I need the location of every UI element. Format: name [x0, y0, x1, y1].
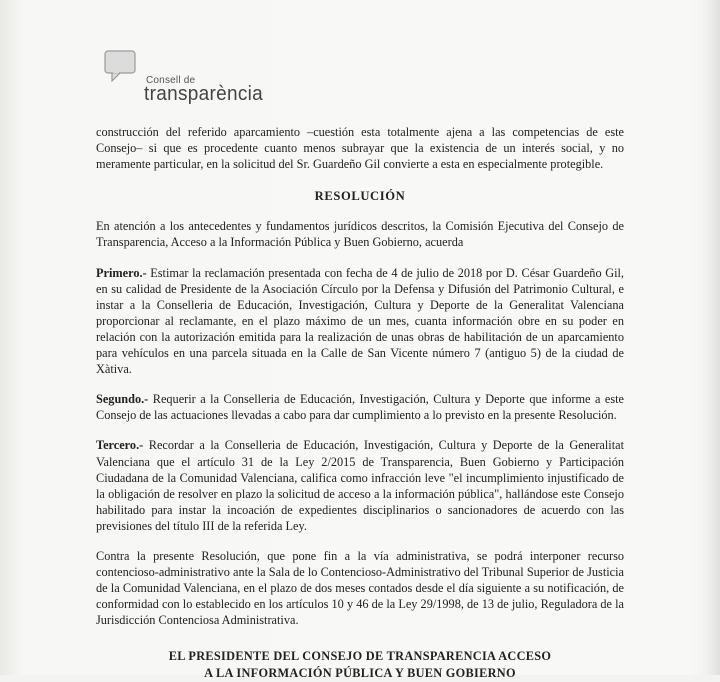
- paragraph-tercero: [96, 437, 624, 534]
- page-edge-shadow: [706, 0, 720, 675]
- paragraph-recurso: Contra la presente Resolución, que pone fin a la vía administrativa, se podrá interponer recurso contencioso-administrativo ante la Sala de lo Contencioso-Administrativo del Tribunal Superior de Justicia de la Comunidad Valenciana, en el plazo de dos meses contados desde el día siguiente a su notificación, de conformidad con lo establecido en los artículos 10 y 46 de la Ley 29/1998, de 13 de julio, Reguladora de la Jurisdicción Contenciosa Administrativa.: [96, 548, 624, 628]
- speech-bubble-icon: [104, 50, 140, 82]
- signature-line-2: A LA INFORMACIÓN PÚBLICA Y BUEN GOBIERNO: [204, 666, 516, 681]
- logo-text-big: transparència: [144, 83, 264, 106]
- tercero-text: Recordar a la Conselleria de Educación, Investigación, Cultura y Deporte de la Generalitat Valenciana que el artículo 31 de la Ley 2/2015 de Transparencia, Buen Gobierno y Participación Ciudadana de la Comunidad Valenciana, califica como infracción leve "el incumplimiento injustificado de la obligación de resolver en plazo la solicitud de acceso a la información pública", hallándose este Consejo habilitado para instar la incoación de expedientes disciplinarios o sancionadores de acuerdo con las previsiones del título III de la referida Ley.: [96, 438, 624, 533]
- signature-block: [96, 648, 624, 682]
- section-heading: RESOLUCIÓN: [314, 189, 406, 204]
- document-body: [96, 124, 624, 682]
- paragraph-primero: [96, 265, 624, 378]
- tercero-label: Tercero.-: [96, 438, 144, 453]
- segundo-text: Requerir a la Conselleria de Educación, Investigación, Cultura y Deporte que informe a este Consejo de las actuaciones llevadas a cabo para dar cumplimiento a lo previsto en la presente Resolución.: [96, 392, 624, 423]
- signature-line-1: EL PRESIDENTE DEL CONSEJO DE TRANSPARENCIA ACCESO: [168, 649, 552, 664]
- primero-text: Estimar la reclamación presentada con fecha de 4 de julio de 2018 por D. César Guardeño Gil, en su calidad de Presidente de la Asociación Círculo por la Defensa y Difusión del Patrimonio Cultural, e instar a la Conselleria de Educación, Investigación, Cultura y Deporte de la Generalitat Valenciana proporcionar al reclamante, en el plazo máximo de un mes, cuanta información obre en su poder en relación con la autorización emitida para la realización de unas obras de habilitación de un aparcamiento para vehículos en una parcela situada en la Calle de San Vicente número 7 (antiguo 5) de la ciudad de Xàtiva.: [96, 265, 624, 377]
- segundo-label: Segundo.-: [96, 392, 149, 407]
- primero-label: Primero.-: [96, 265, 147, 280]
- paragraph-intro: construcción del referido aparcamiento –cuestión esta totalmente ajena a las competencias de este Consejo– si que es procedente cuanto menos subrayar que la existencia de un interés social, y no meramente particular, en la solicitud del Sr. Guardeño Gil convierte a esta en especialmente protegible.: [96, 125, 624, 172]
- consell-transparencia-logo: [104, 50, 264, 110]
- logo-text-small: Consell de: [146, 75, 196, 86]
- paragraph-segundo: [96, 391, 624, 423]
- paragraph-atencion: En atención a los antecedentes y fundamentos jurídicos descritos, la Comisión Ejecutiva del Consejo de Transparencia, Acceso a la Información Pública y Buen Gobierno, acuerda: [96, 219, 624, 250]
